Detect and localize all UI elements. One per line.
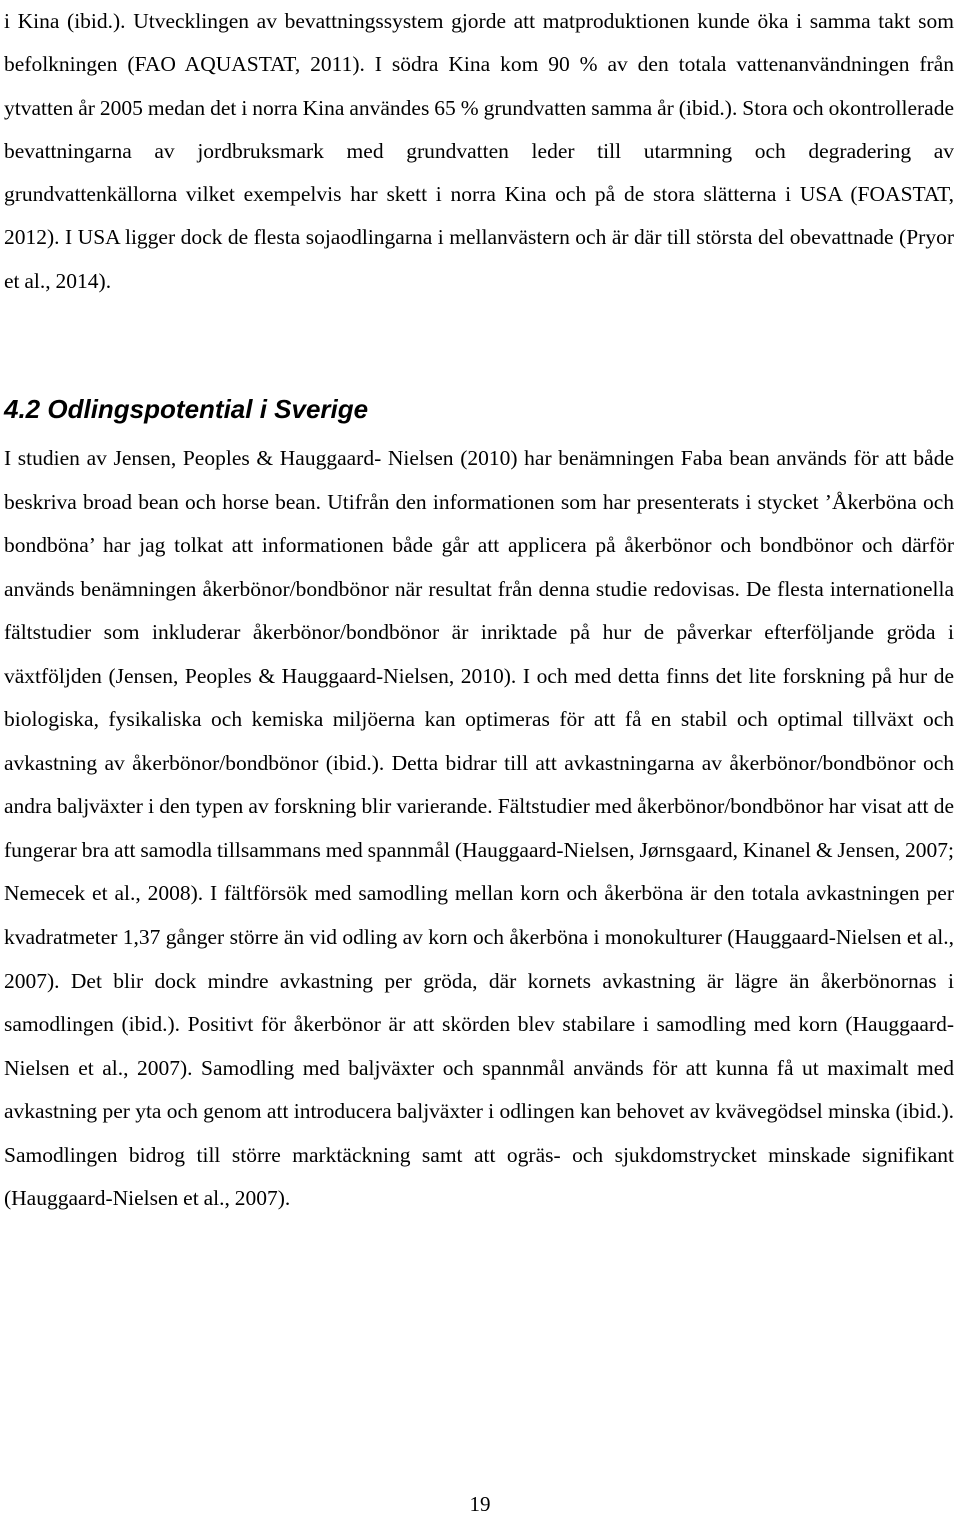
section-heading: 4.2 Odlingspotential i Sverige xyxy=(4,394,369,424)
paragraph-cultivation-potential: I studien av Jensen, Peoples & Hauggaard- Nielsen (2010) har benämningen Faba bean används för att både beskriva broad bean och horse bean. Utifrån den informationen som har presenterats i stycket ’Åkerböna och bondböna’ har jag tolkat att informationen både går att applicera på åkerbönor och bondbönor och därför används benämningen åkerbönor/bondbönor när resultat från denna studie redovisas. De flesta internationella fältstudier som inkluderar åkerbönor/bondbönor är inriktade på hur de påverkar efterföljande gröda i växtföljden (Jensen, Peoples & Hauggaard-Nielsen, 2010). I och med detta finns det lite forskning på hur de biologiska, fysikaliska och kemiska miljöerna kan optimeras för att få en stabil och optimal tillväxt och avkastning av åkerbönor/bondbönor (ibid.). Detta bidrar till att avkastningarna av åkerbönor/bondbönor och andra baljväxter i den typen av forskning blir varierande. Fältstudier med åkerbönor/bondbönor har visat att de fungerar bra att samodla tillsammans med spannmål (Hauggaard-Nielsen, Jørnsgaard, Kinanel & Jensen, 2007; Nemecek et al., 2008). I fältförsök med samodling mellan korn och åkerböna är den totala avkastningen per kvadratmeter 1,37 gånger större än vid odling av korn och åkerböna i monokulturer (Hauggaard-Nielsen et al., 2007). Det blir dock mindre avkastning per gröda, där kornets avkastning är lägre än åkerbönornas i samodlingen (ibid.). Positivt för åkerbönor är att skörden blev stabilare i samodling med korn (Hauggaard-Nielsen et al., 2007). Samodling med baljväxter och spannmål används för att kunna få ut maximalt med avkastning per yta och genom att introducera baljväxter i odlingen kan behovet av kvävegödsel minska (ibid.). Samodlingen bidrog till större marktäckning samt att ogräs- och sjukdomstrycket minskade signifikant (Hauggaard-Nielsen et al., 2007). xyxy=(4,446,954,1211)
page-number: 19 xyxy=(469,1492,491,1516)
paragraph-irrigation: i Kina (ibid.). Utvecklingen av bevattningssystem gjorde att matproduktionen kunde öka i samma takt som befolkningen (FAO AQUASTAT, 2011). I södra Kina kom 90 % av den totala vattenanvändningen från ytvatten år 2005 medan det i norra Kina användes 65 % grundvatten samma år (ibid.). Stora och okontrollerade bevattningarna av jordbruksmark med grundvatten leder till utarmning och degradering av grundvattenkällorna vilket exempelvis har skett i norra Kina och på de stora slätterna i USA (FOASTAT, 2012). I USA ligger dock de flesta sojaodlingarna i mellanvästern och är där till största del obevattnade (Pryor et al., 2014). xyxy=(4,9,954,293)
